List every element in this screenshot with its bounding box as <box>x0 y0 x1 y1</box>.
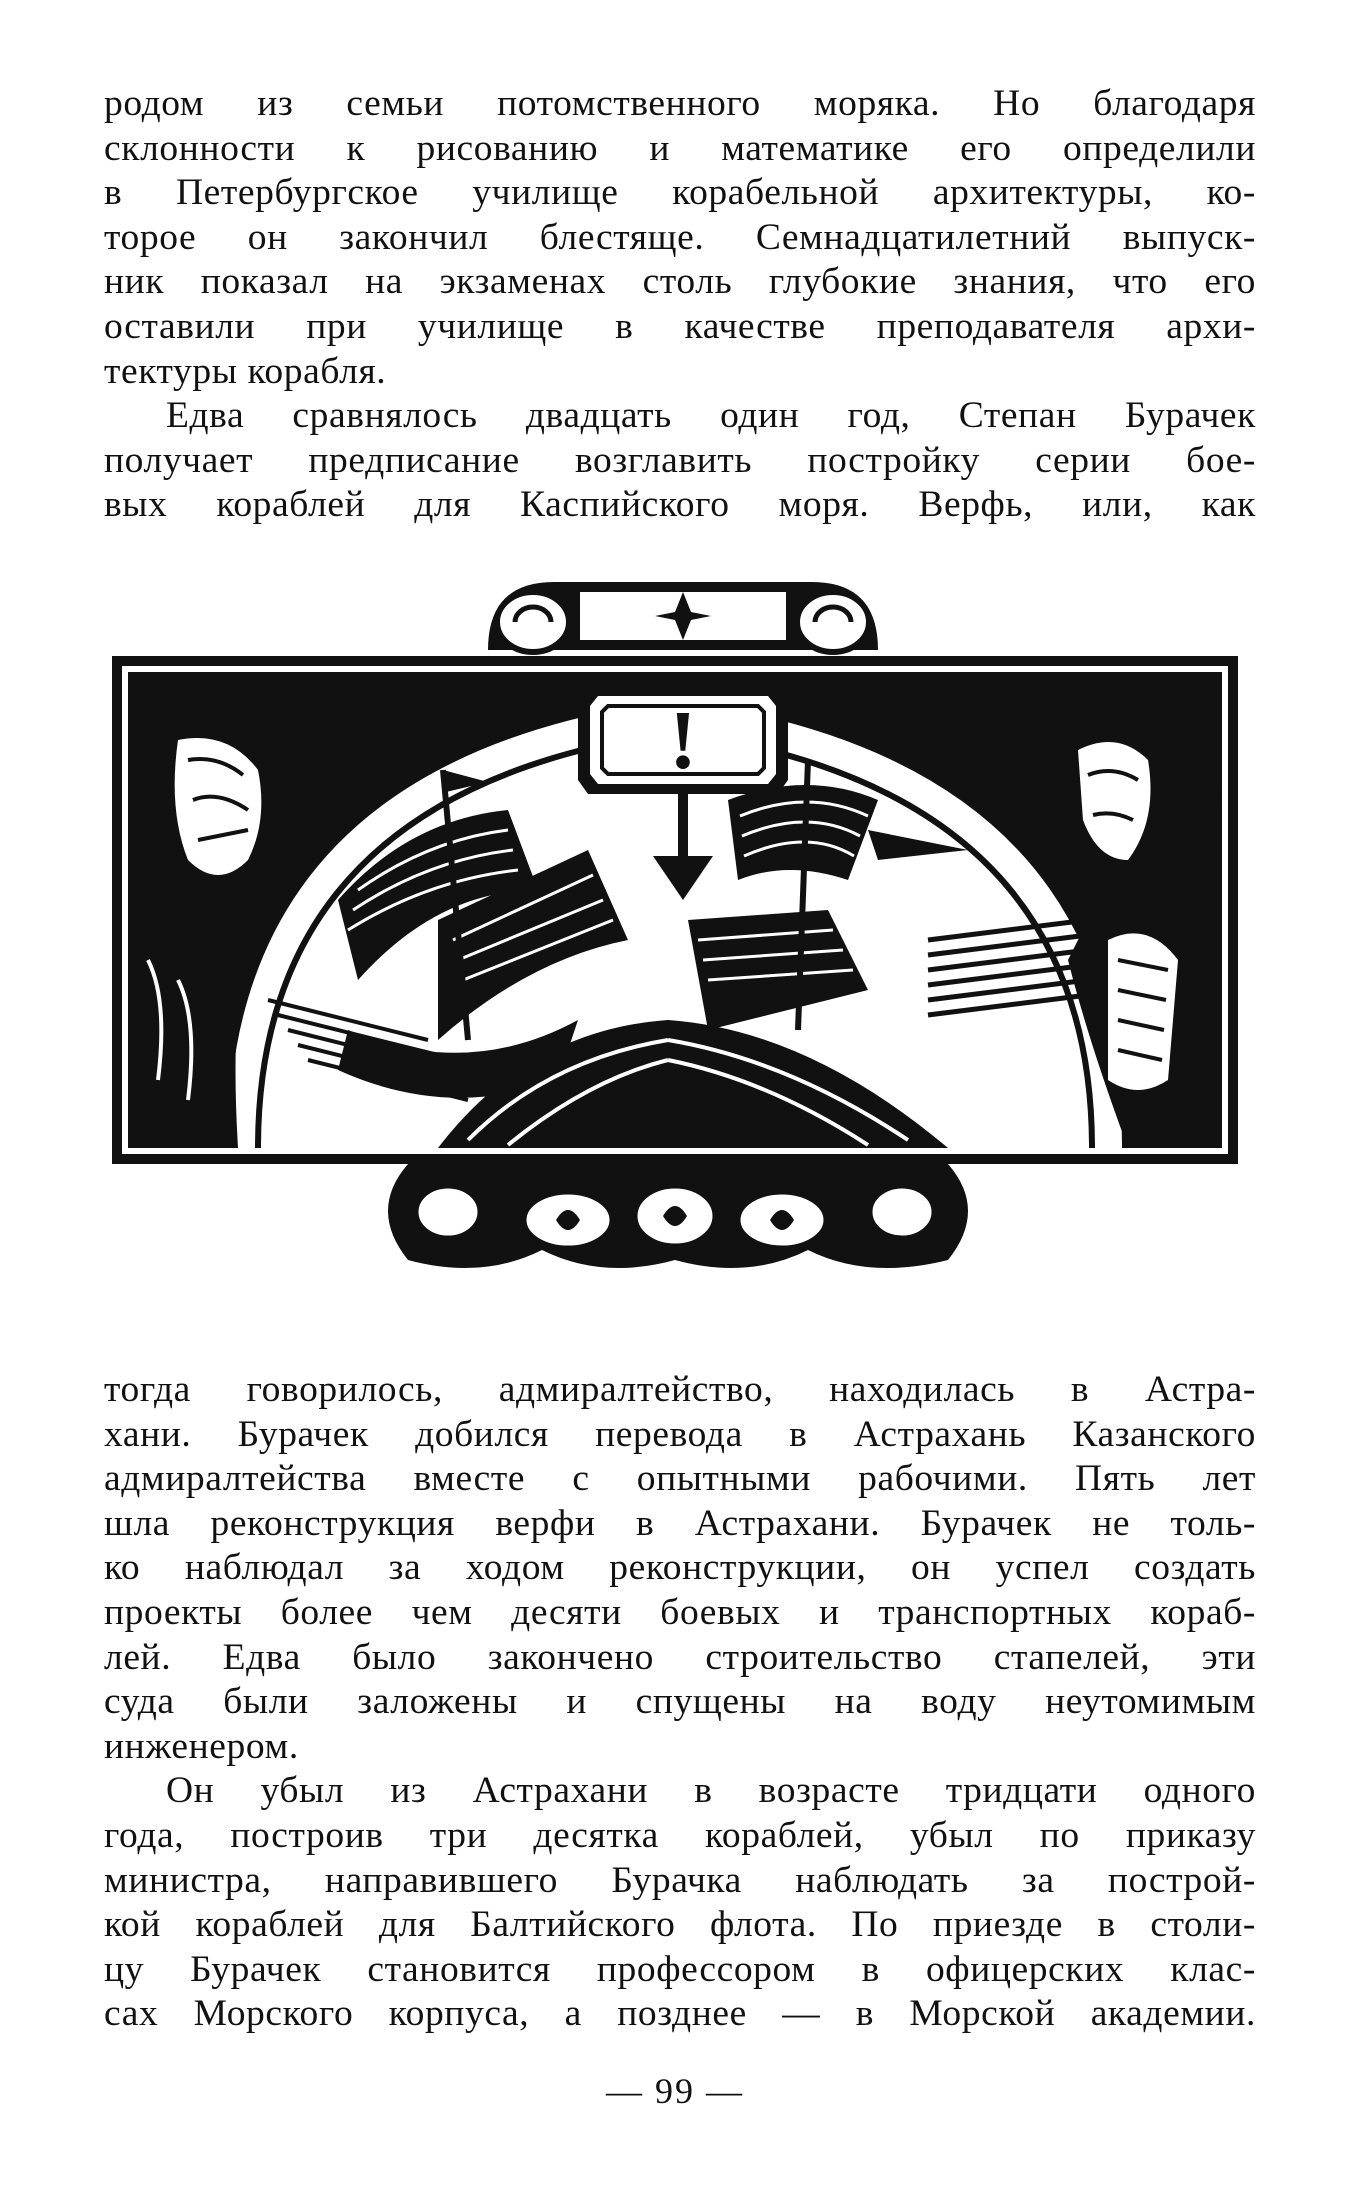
text-line: в Петербургское училище корабельной архитектуры, ко- <box>104 172 1256 214</box>
text-line: оставили при училище в качестве преподавателя архи- <box>104 305 1256 347</box>
text-line: сах Морского корпуса, а позднее — в Морской академии. <box>104 1993 1256 2035</box>
bottom-scroll-ornament <box>388 1164 968 1268</box>
engraving-illustration <box>108 560 1242 1330</box>
text-line: хани. Бурачек добился перевода в Астрахань Казанского <box>104 1413 1256 1455</box>
text-line: инженером. <box>104 1725 299 1767</box>
text-line: склонности к рисованию и математике его определили <box>104 127 1256 169</box>
text-line: министра, направившего Бурачка наблюдать за построй- <box>104 1859 1256 1901</box>
text-line: родом из семьи потомственного моряка. Но благодаря <box>104 83 1256 124</box>
text-line: вых кораблей для Каспийского моря. Верфь, или, как <box>104 484 1256 526</box>
text-line: тектуры корабля. <box>104 350 387 392</box>
text-line: шла реконструкция верфи в Астрахани. Бурачек не толь- <box>104 1502 1256 1544</box>
text-line: суда были заложены и спущены на воду неутомимым <box>104 1681 1256 1723</box>
text-block-bottom <box>104 1368 1256 2037</box>
top-scroll-ornament <box>488 582 878 652</box>
text-line: торое он закончил блестяще. Семнадцатилетний выпуск- <box>104 216 1256 258</box>
text-block-top <box>104 82 1256 528</box>
text-line: проекты более чем десяти боевых и транспортных кораб- <box>104 1591 1256 1633</box>
text-line: цу Бурачек становится профессором в офицерских клас- <box>104 1948 1256 1990</box>
page-number: — 99 — <box>606 2071 744 2111</box>
text-line: лей. Едва было закончено строительство стапелей, эти <box>104 1636 1256 1678</box>
exclamation-symbol: ! <box>669 694 697 787</box>
text-line: ник показал на экзаменах столь глубокие знания, что его <box>104 261 1256 303</box>
text-line: кой кораблей для Балтийского флота. По приезде в столи- <box>104 1904 1256 1946</box>
text-line: адмиралтейства вместе с опытными рабочими. Пять лет <box>104 1458 1256 1500</box>
text-line: тогда говорилось, адмиралтейство, находилась в Астра- <box>104 1369 1256 1410</box>
text-line: получает предписание возглавить постройку серии бое- <box>104 439 1256 481</box>
text-line: Едва сравнялось двадцать один год, Степан Бурачек <box>166 395 1256 437</box>
text-line: ко наблюдал за ходом реконструкции, он успел создать <box>104 1547 1256 1589</box>
text-line: Он убыл из Астрахани в возрасте тридцати одного <box>166 1770 1256 1812</box>
text-line: года, построив три десятка кораблей, убыл по приказу <box>104 1814 1256 1856</box>
